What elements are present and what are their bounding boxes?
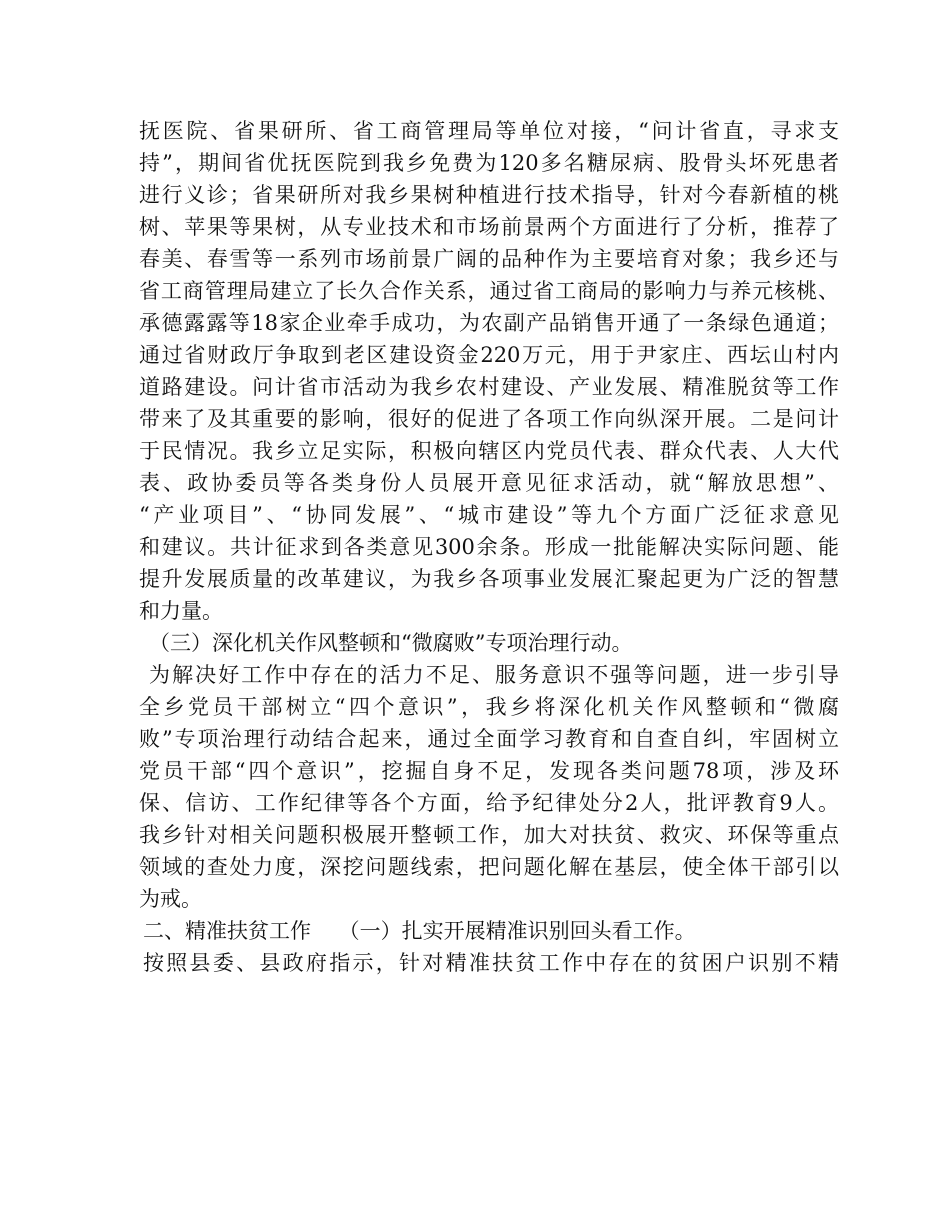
text-line: 我乡针对相关问题积极展开整顿工作，加大对扶贫、救灾、环保等重点 (139, 823, 839, 847)
body-text (139, 115, 839, 979)
text-line: 和力量。 (139, 599, 223, 623)
text-line: “产业项目”、“协同发展”、“城市建设”等九个方面广泛征求意见 (139, 503, 839, 527)
text-line: 于民情况。我乡立足实际，积极向辖区内党员代表、群众代表、人大代 (139, 439, 839, 463)
text-line: 持”，期间省优抚医院到我乡免费为120多名糖尿病、股骨头坏死患者 (139, 151, 839, 175)
text-line: 承德露露等18家企业牵手成功，为农副产品销售开通了一条绿色通道； (139, 311, 839, 335)
text-line: 通过省财政厅争取到老区建设资金220万元，用于尹家庄、西坛山村内 (139, 343, 839, 367)
text-line: 春美、春雪等一系列市场前景广阔的品种作为主要培育对象；我乡还与 (139, 247, 839, 271)
text-line: 领域的查处力度，深挖问题线索，把问题化解在基层，使全体干部引以 (139, 855, 839, 879)
text-line: 道路建设。问计省市活动为我乡农村建设、产业发展、精准脱贫等工作 (139, 375, 839, 399)
text-line: 败”专项治理行动结合起来，通过全面学习教育和自查自纠，牢固树立 (139, 727, 839, 751)
section-heading: （三）深化机关作风整顿和“微腐败”专项治理行动。 (149, 631, 633, 655)
section-heading: 二、精准扶贫工作 （一）扎实开展精准识别回头看工作。 (143, 919, 696, 943)
text-line: 提升发展质量的改革建议，为我乡各项事业发展汇聚起更为广泛的智慧 (139, 567, 839, 591)
text-line: 按照县委、县政府指示，针对精准扶贫工作中存在的贫困户识别不精 (143, 951, 839, 975)
text-line: 保、信访、工作纪律等各个方面，给予纪律处分2人，批评教育9人。 (139, 791, 839, 815)
text-line: 为戒。 (139, 887, 202, 911)
text-line: 省工商管理局建立了长久合作关系，通过省工商局的影响力与养元核桃、 (139, 279, 839, 303)
text-line: 表、政协委员等各类身份人员展开意见征求活动，就“解放思想”、 (139, 471, 839, 495)
text-line: 带来了及其重要的影响，很好的促进了各项工作向纵深开展。二是问计 (139, 407, 839, 431)
text-line: 为解决好工作中存在的活力不足、服务意识不强等问题，进一步引导 (149, 663, 839, 687)
text-line: 树、苹果等果树，从专业技术和市场前景两个方面进行了分析，推荐了 (139, 215, 839, 239)
text-line: 进行义诊；省果研所对我乡果树种植进行技术指导，针对今春新植的桃 (139, 183, 839, 207)
text-line: 和建议。共计征求到各类意见300余条。形成一批能解决实际问题、能 (139, 535, 839, 559)
text-line: 党员干部“四个意识”，挖掘自身不足，发现各类问题78项，涉及环 (139, 759, 839, 783)
text-line: 全乡党员干部树立“四个意识”，我乡将深化机关作风整顿和“微腐 (139, 695, 839, 719)
text-line: 抚医院、省果研所、省工商管理局等单位对接，“问计省直，寻求支 (139, 119, 839, 143)
